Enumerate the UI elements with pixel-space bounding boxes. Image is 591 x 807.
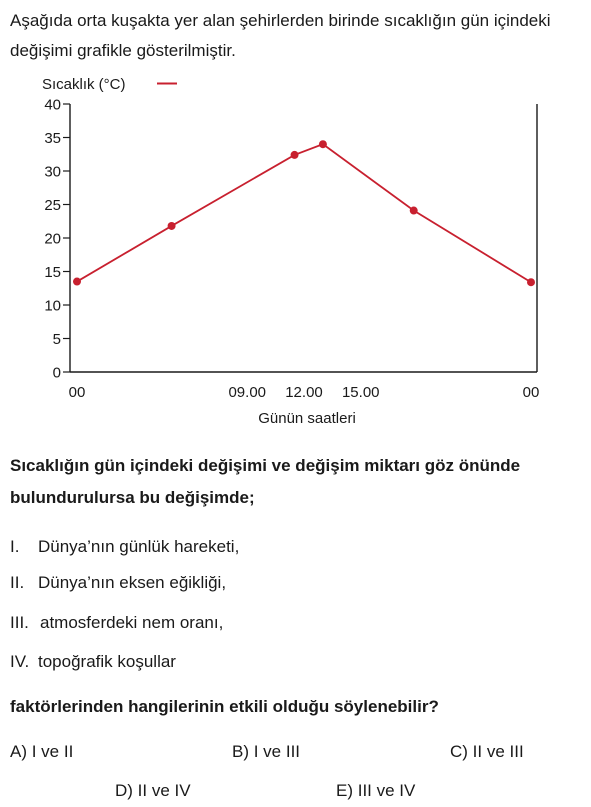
data-point <box>410 207 418 215</box>
statement-item-1 <box>10 536 239 558</box>
x-tick-label: 15.00 <box>341 384 380 401</box>
y-tick-label: 15 <box>44 264 61 281</box>
data-point <box>291 151 299 159</box>
question-end-text: faktörlerinden hangilerinin etkili olduğu söylenebilir? <box>10 697 439 716</box>
chart-legend <box>42 76 177 93</box>
question-text: Sıcaklığın gün içindeki değişimi ve değişim miktarı göz önünde bulundurulursa bu değişimde; <box>10 456 521 507</box>
data-point <box>168 222 176 230</box>
statement-number: IV. <box>10 652 30 671</box>
x-axis-label: Günün saatleri <box>258 410 356 427</box>
option-e[interactable]: E) III ve IV <box>336 781 416 800</box>
intro-text: Aşağıda orta kuşakta yer alan şehirlerden birinde sıcaklığın gün içindeki değişimi grafikle gösterilmiştir. <box>10 11 551 60</box>
data-point <box>73 278 81 286</box>
x-tick-label: 00 <box>68 384 86 401</box>
x-tick-label: 09.00 <box>228 384 267 401</box>
y-tick-label: 40 <box>44 96 61 114</box>
temperature-chart <box>0 66 591 436</box>
y-tick-label: 0 <box>52 364 61 382</box>
option-d[interactable]: D) II ve IV <box>115 781 191 800</box>
y-tick-label: 35 <box>44 130 61 147</box>
x-tick-label: 00 <box>522 384 540 401</box>
statement-item-3 <box>10 612 223 634</box>
y-tick-label: 20 <box>44 230 61 248</box>
statement-text: Dünya’nın eksen eğikliği, <box>38 573 227 592</box>
x-tick-label: 12.00 <box>285 384 323 401</box>
statement-number: I. <box>10 537 20 556</box>
statement-item-2 <box>10 572 226 594</box>
statement-number: II. <box>10 573 25 592</box>
statement-text: topoğrafik koşullar <box>38 652 176 671</box>
temperature-line <box>77 144 531 282</box>
data-point <box>527 278 535 286</box>
y-tick-label: 30 <box>44 163 61 181</box>
y-tick-label: 25 <box>44 197 61 214</box>
option-a[interactable]: A) I ve II <box>10 742 74 761</box>
x-axis-ticks <box>69 384 540 401</box>
y-tick-label: 10 <box>44 297 61 315</box>
statement-text: atmosferdeki nem oranı, <box>40 613 224 632</box>
chart-axes <box>70 104 537 372</box>
y-axis-ticks <box>44 97 70 382</box>
statement-item-4 <box>10 651 176 673</box>
statement-number: III. <box>10 613 29 632</box>
chart-series <box>73 140 535 286</box>
data-point <box>319 140 327 148</box>
option-b[interactable]: B) I ve III <box>232 742 301 761</box>
legend-label: Sıcaklık (°C) <box>42 76 126 93</box>
statement-text: Dünya’nın günlük hareketi, <box>38 537 240 556</box>
option-c[interactable]: C) II ve III <box>450 742 524 761</box>
y-tick-label: 5 <box>52 331 61 348</box>
